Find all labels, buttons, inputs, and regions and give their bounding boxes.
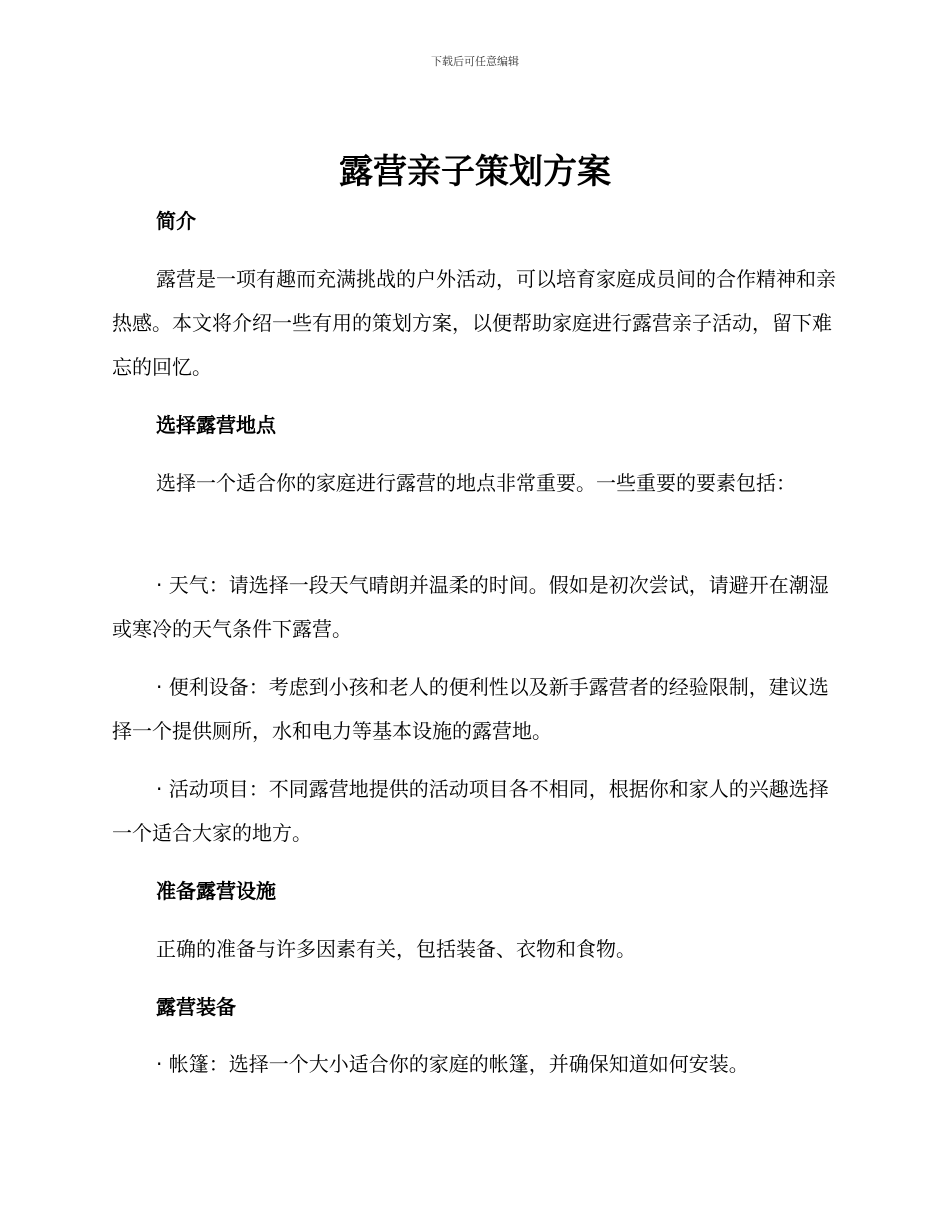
paragraph-location: 选择一个适合你的家庭进行露营的地点非常重要。一些重要的要素包括： <box>156 471 796 495</box>
paragraph-preparation: 正确的准备与许多因素有关，包括装备、衣物和食物。 <box>156 937 636 961</box>
paragraph-intro: 露营是一项有趣而充满挑战的户外活动，可以培育家庭成员间的合作精神和亲热感。本文将介绍一些有用的策划方案，以便帮助家庭进行露营亲子活动，留下难忘的回忆。 <box>112 267 836 379</box>
bullet-tent: · 帐篷：选择一个大小适合你的家庭的帐篷，并确保知道如何安装。 <box>156 1052 749 1076</box>
document-title: 露营亲子策划方案 <box>339 152 611 192</box>
section-heading-preparation: 准备露营设施 <box>156 879 276 903</box>
section-heading-gear: 露营装备 <box>156 995 236 1019</box>
bullet-facilities: · 便利设备：考虑到小孩和老人的便利性以及新手露营者的经验限制，建议选择一个提供厕所，水和电力等基本设施的露营地。 <box>112 675 829 743</box>
bullet-activities: · 活动项目：不同露营地提供的活动项目各不相同，根据你和家人的兴趣选择一个适合大家的地方。 <box>112 777 829 845</box>
section-heading-location: 选择露营地点 <box>156 413 276 437</box>
page-header-note: 下载后可任意编辑 <box>431 55 519 68</box>
bullet-weather: · 天气：请选择一段天气晴朗并温柔的时间。假如是初次尝试，请避开在潮湿或寒冷的天气条件下露营。 <box>112 573 829 641</box>
section-heading-intro: 简介 <box>156 209 196 233</box>
